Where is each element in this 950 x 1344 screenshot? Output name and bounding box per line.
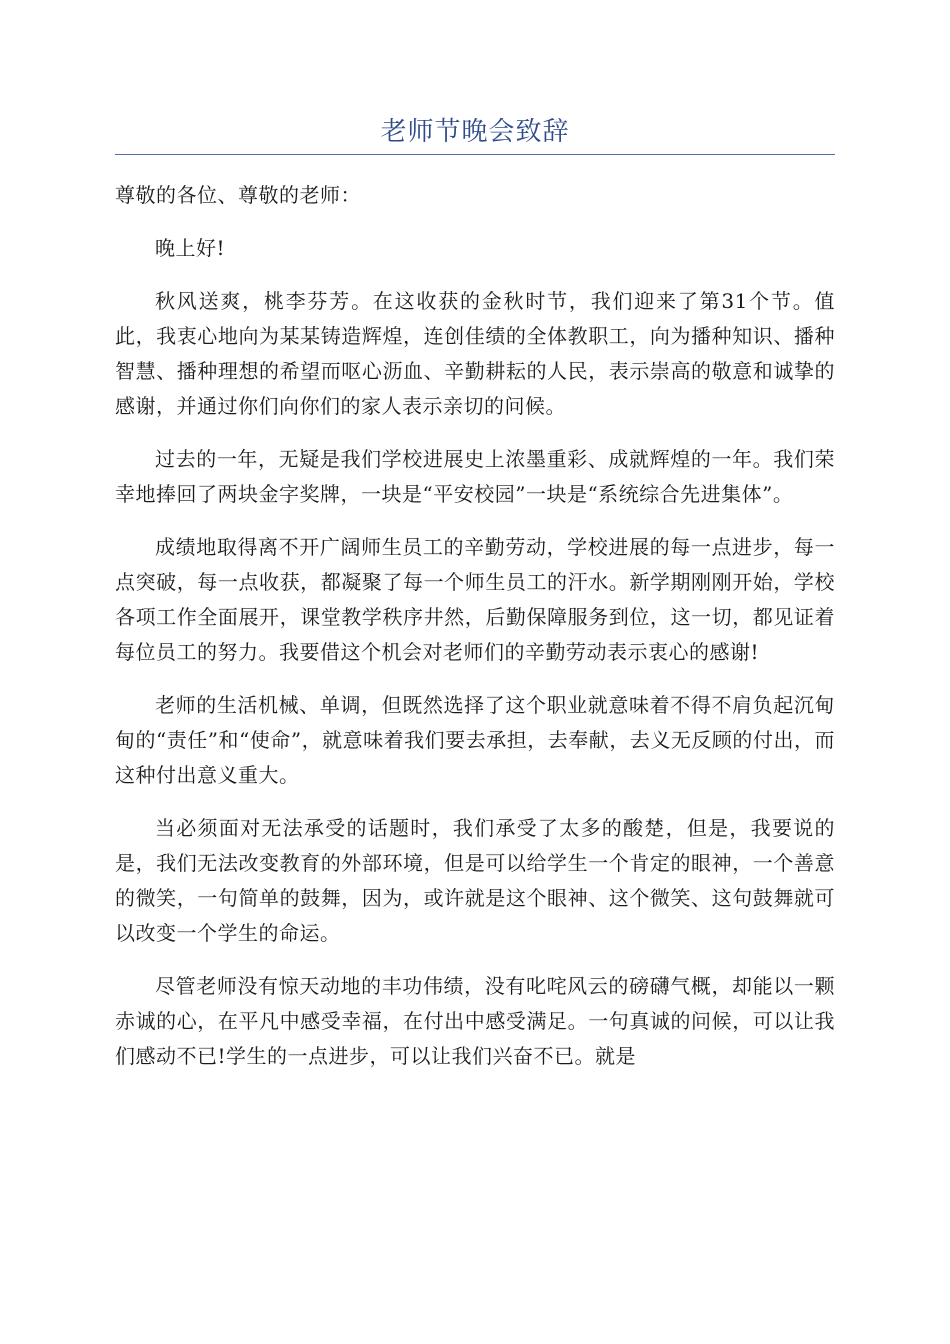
paragraph: 秋风送爽，桃李芬芳。在这收获的金秋时节，我们迎来了第31个节。值此，我衷心地向为某某铸造辉煌，连创佳绩的全体教职工，向为播种知识、播种智慧、播种理想的希望而呕心沥血、辛勤耕耘的人民，表示崇高的敬意和诚挚的感谢，并通过你们向你们的家人表示亲切的问候。 (115, 289, 835, 418)
salutation: 尊敬的各位、尊敬的老师： (115, 183, 361, 207)
paragraph: 老师的生活机械、单调，但既然选择了这个职业就意味着不得不肩负起沉甸甸的“责任”和“使命”，就意味着我们要去承担，去奉献，去义无反顾的付出，而这种付出意义重大。 (115, 693, 835, 787)
paragraph: 当必须面对无法承受的话题时，我们承受了太多的酸楚，但是，我要说的是，我们无法改变教育的外部环境，但是可以给学生一个肯定的眼神，一个善意的微笑，一句简单的鼓舞，因为，或许就是这个眼神、这个微笑、这句鼓舞就可以改变一个学生的命运。 (115, 816, 835, 945)
paragraph: 尽管老师没有惊天动地的丰功伟绩，没有叱咤风云的磅礴气概，却能以一颗赤诚的心，在平凡中感受幸福，在付出中感受满足。一句真诚的问候，可以让我们感动不已!学生的一点进步，可以让我们兴奋不已。就是 (115, 974, 835, 1068)
paragraph-greeting: 晚上好! (155, 236, 226, 260)
page-title: 老师节晚会致辞 (380, 117, 570, 147)
paragraph: 成绩地取得离不开广阔师生员工的辛勤劳动，学校进展的每一点进步，每一点突破，每一点收获，都凝聚了每一个师生员工的汗水。新学期刚刚开始，学校各项工作全面展开，课堂教学秩序井然，后勤保障服务到位，这一切，都见证着每位员工的努力。我要借这个机会对老师们的辛勤劳动表示衷心的感谢! (115, 535, 835, 664)
document-body (115, 178, 835, 1092)
title-divider (115, 154, 835, 155)
paragraph: 过去的一年，无疑是我们学校进展史上浓墨重彩、成就辉煌的一年。我们荣幸地捧回了两块金字奖牌，一块是“平安校园”一块是“系统综合先进集体”。 (115, 447, 835, 506)
